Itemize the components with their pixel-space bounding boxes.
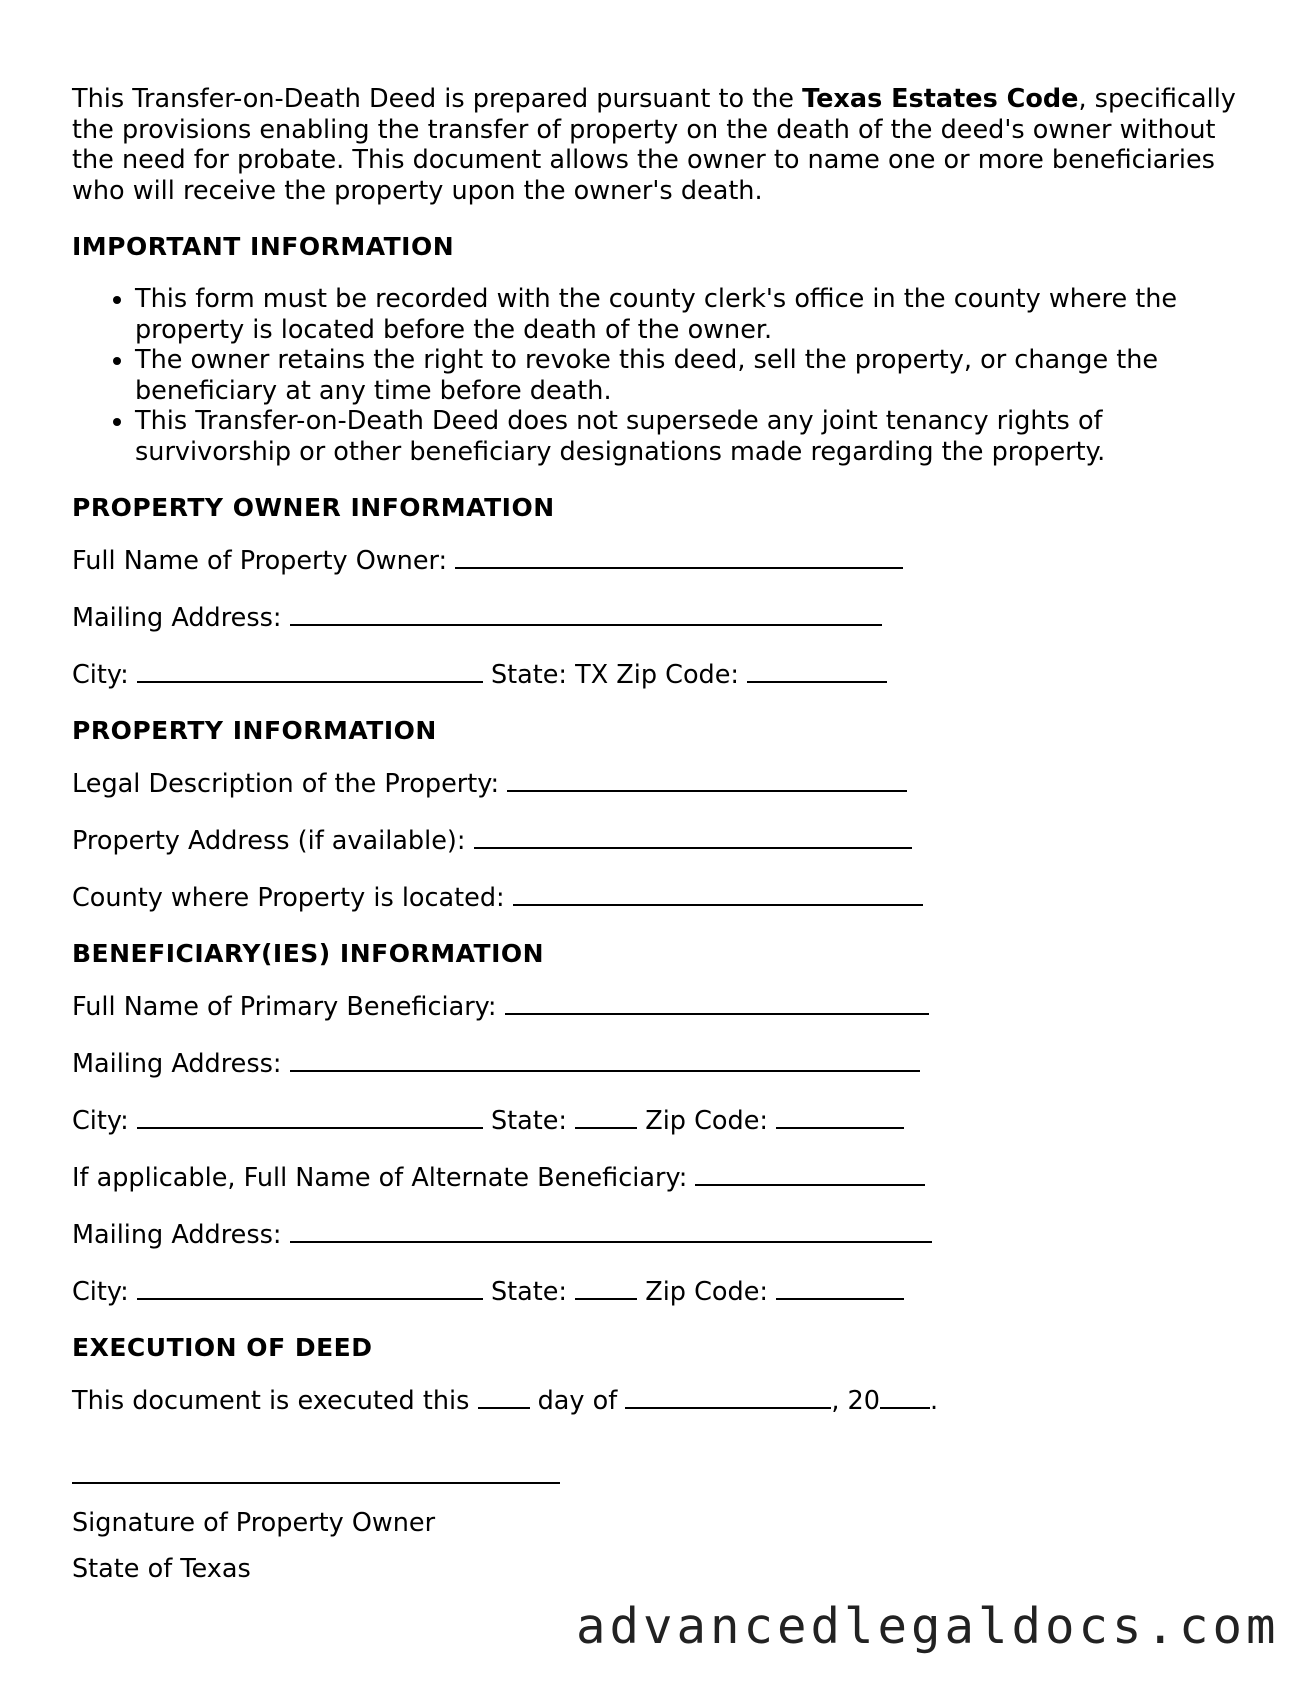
primary-city-blank[interactable] bbox=[137, 1105, 483, 1129]
alternate-city-row bbox=[72, 1276, 1252, 1307]
intro-text-continued: , specifically the provisions enabling the transfer of property on the death of the deed's owner without the need for probate. This document allows the owner to name one or more beneficiaries who will receive the property upon the owner's death. bbox=[72, 84, 1236, 206]
owner-city-row bbox=[72, 659, 1252, 690]
day-of-label: day of bbox=[537, 1386, 618, 1416]
primary-zip-label: Zip Code: bbox=[645, 1106, 768, 1136]
alternate-mailing-label: Mailing Address: bbox=[72, 1220, 282, 1250]
execution-date-row bbox=[72, 1385, 1252, 1416]
property-address-label: Property Address (if available): bbox=[72, 826, 466, 856]
property-legal-blank[interactable] bbox=[507, 768, 907, 792]
intro-bold-code: Texas Estates Code bbox=[802, 84, 1079, 114]
list-item: • This form must be recorded with the county clerk's office in the county where the property is located before the death of the owner. bbox=[135, 284, 1252, 345]
owner-zip-blank[interactable] bbox=[747, 659, 887, 683]
alternate-mailing-blank[interactable] bbox=[290, 1219, 932, 1243]
primary-name-label: Full Name of Primary Beneficiary: bbox=[72, 992, 497, 1022]
alternate-name-row bbox=[72, 1162, 1252, 1193]
execution-year-blank[interactable] bbox=[880, 1385, 930, 1409]
primary-name-blank[interactable] bbox=[505, 991, 929, 1015]
primary-name-row bbox=[72, 991, 1252, 1022]
year-prefix-label: , 20 bbox=[831, 1386, 880, 1416]
property-address-row bbox=[72, 825, 1252, 856]
intro-text: This Transfer-on-Death Deed is prepared pursuant to the bbox=[72, 84, 803, 114]
primary-state-label: State: bbox=[490, 1106, 568, 1136]
alternate-name-label: If applicable, Full Name of Alternate Beneficiary: bbox=[72, 1163, 688, 1193]
execution-day-blank[interactable] bbox=[478, 1385, 530, 1409]
alternate-city-blank[interactable] bbox=[137, 1276, 483, 1300]
important-list bbox=[72, 284, 1252, 467]
primary-mailing-row bbox=[72, 1048, 1252, 1079]
alternate-state-label: State: bbox=[490, 1277, 568, 1307]
period-label: . bbox=[929, 1386, 939, 1416]
alternate-name-blank[interactable] bbox=[695, 1162, 925, 1186]
signature-line[interactable] bbox=[72, 1480, 560, 1484]
property-heading: PROPERTY INFORMATION bbox=[72, 716, 437, 745]
property-county-row bbox=[72, 882, 1252, 913]
primary-mailing-label: Mailing Address: bbox=[72, 1049, 282, 1079]
property-county-blank[interactable] bbox=[513, 882, 923, 906]
owner-state-label: State: TX bbox=[490, 660, 609, 690]
owner-name-label: Full Name of Property Owner: bbox=[72, 546, 448, 576]
primary-city-row bbox=[72, 1105, 1252, 1136]
document-page bbox=[72, 84, 1252, 1584]
owner-mailing-blank[interactable] bbox=[290, 602, 882, 626]
signature-label: Signature of Property Owner bbox=[72, 1508, 436, 1538]
alternate-zip-label: Zip Code: bbox=[645, 1277, 768, 1307]
property-legal-label: Legal Description of the Property: bbox=[72, 769, 500, 799]
primary-city-label: City: bbox=[72, 1106, 129, 1136]
owner-name-blank[interactable] bbox=[455, 545, 903, 569]
alternate-zip-blank[interactable] bbox=[776, 1276, 904, 1300]
primary-zip-blank[interactable] bbox=[776, 1105, 904, 1129]
list-item: • The owner retains the right to revoke this deed, sell the property, or change the beneficiary at any time before death. bbox=[135, 345, 1252, 406]
owner-zip-label: Zip Code: bbox=[616, 660, 740, 690]
owner-mailing-label: Mailing Address: bbox=[72, 603, 282, 633]
beneficiary-heading: BENEFICIARY(IES) INFORMATION bbox=[72, 939, 545, 968]
intro-paragraph bbox=[72, 84, 1252, 206]
alternate-state-blank[interactable] bbox=[575, 1276, 637, 1300]
owner-heading: PROPERTY OWNER INFORMATION bbox=[72, 493, 555, 522]
executed-this-label: This document is executed this bbox=[72, 1386, 470, 1416]
state-label: State of Texas bbox=[72, 1554, 251, 1584]
primary-state-blank[interactable] bbox=[575, 1105, 637, 1129]
execution-heading: EXECUTION OF DEED bbox=[72, 1333, 373, 1362]
owner-city-blank[interactable] bbox=[137, 659, 483, 683]
execution-month-blank[interactable] bbox=[625, 1385, 831, 1409]
list-item: • This Transfer-on-Death Deed does not supersede any joint tenancy rights of survivorship or other beneficiary designations made regarding the property. bbox=[135, 406, 1252, 467]
property-legal-row bbox=[72, 768, 1252, 799]
owner-city-label: City: bbox=[72, 660, 129, 690]
owner-mailing-row bbox=[72, 602, 1252, 633]
alternate-city-label: City: bbox=[72, 1277, 129, 1307]
alternate-mailing-row bbox=[72, 1219, 1252, 1250]
primary-mailing-blank[interactable] bbox=[290, 1048, 920, 1072]
watermark-text: advancedlegaldocs.com bbox=[576, 1598, 1280, 1655]
important-heading: IMPORTANT INFORMATION bbox=[72, 232, 455, 261]
owner-name-row bbox=[72, 545, 1252, 576]
property-county-label: County where Property is located: bbox=[72, 883, 505, 913]
property-address-blank[interactable] bbox=[474, 825, 912, 849]
